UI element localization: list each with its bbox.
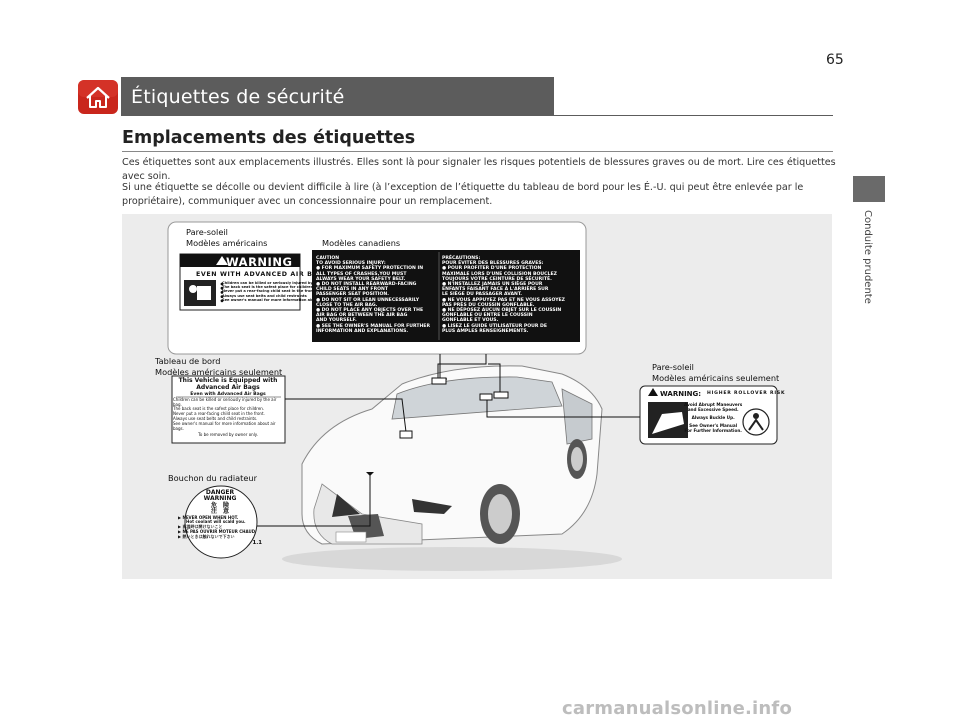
- canadian-label-french: PRÉCAUTIONS: POUR ÉVITER DES BLESSURES GRAVES: ● POUR PROFITER D'UNE PROTECTION MAXIMALE LORS D'UNE COLLISION BOUCLEZ TOUJOURS VOTRE CEINTURE DE SÉCURITÉ. ● N'INSTALLEZ JAMAIS UN SIÈGE POUR ENFANTS FAISANT FACE À L'ARRIÈRE SUR LE SIÈGE DU PASSAGER AVANT. ● NE VOUS APPUYEZ PAS ET NE VOUS ASSOYEZ PAS PRÈS DU COUSSIN GONFLABLE. ● NE DÉPOSEZ AUCUN OBJET SUR LE COUSSIN GONFLABLE OU ENTRE LE COUSSIN GONFLABLE ET VOUS. ● LISEZ LE GUIDE UTILISATEUR POUR DE PLUS AMPLES RENSEIGNEMENTS.: [442, 256, 566, 334]
- label-canadian-models: Modèles canadiens: [322, 238, 401, 248]
- label-sunvisor-rollover: Pare-soleil: [652, 362, 694, 372]
- replacement-paragraph: Si une étiquette se décolle ou devient difficile à lire (à l’exception de l’étiquette du tableau de bord pour les É.-U. qui peut être enlevée par le propriétaire), communiquer avec un concessionnaire pour un remplacement.: [122, 182, 804, 207]
- section-rule: [122, 151, 833, 152]
- intro-paragraph: Ces étiquettes sont aux emplacements illustrés. Elles sont là pour signaler les risques potentiels de blessures graves ou de mort. Lire ces étiquettes avec soin.: [122, 157, 836, 182]
- label-sunvisor-us: Pare-soleil: [186, 227, 228, 237]
- home-button[interactable]: [77, 79, 119, 115]
- title-rule: [121, 115, 833, 116]
- rollover-risk-title: HIGHER ROLLOVER RISK: [707, 391, 786, 396]
- us-warning-lines: Children can be killed or seriously injured by the air bag The back seat is the safest place for children Never put a rear-facing child seat in the front Always use seat belts and child restraints See owner's manual for more information about air bags: [222, 281, 338, 302]
- label-sunvisor-rollover-us-only: Modèles américains seulement: [652, 373, 780, 383]
- section-title: Emplacements des étiquettes: [122, 128, 416, 148]
- canadian-label-english: CAUTION TO AVOID SERIOUS INJURY: ● FOR MAXIMUM SAFETY PROTECTION IN ALL TYPES OF CRASHES,YOU MUST ALWAYS WEAR YOUR SAFETY BELT. ● DO NOT INSTALL REARWARD-FACING CHILD SEATS IN ANY FRONT PASSENGER SEAT POSITION. ● DO NOT SIT OR LEAN UNNECESSARILY CLOSE TO THE AIR BAG. ● DO NOT PLACE ANY OBJECTS OVER THE AIR BAG OR BETWEEN THE AIR BAG AND YOURSELF. ● SEE THE OWNER'S MANUAL FOR FURTHER INFORMATION AND EXPLANATIONS.: [316, 256, 430, 334]
- chapter-tab[interactable]: [853, 176, 885, 202]
- us-warning-title: WARNING: [226, 255, 293, 269]
- label-us-models: Modèles américains: [186, 238, 268, 248]
- rollover-warning-head: WARNING:: [660, 390, 702, 398]
- car-illustration: [282, 366, 622, 571]
- label-dashboard: Tableau de bord: [155, 356, 221, 366]
- radiator-cap-label: DANGER WARNING 危 険 注 意 ▶ NEVER OPEN WHEN HOT. Hot coolant will scald you. ▶ 高温時は開けないこと ▶ NE PAS OUVRIR MOTEUR CHAUD ▶ 熱いときは触れないで下さい 1.1: [178, 489, 262, 546]
- dashboard-label: This Vehicle is Equipped with Advanced Air Bags Even with Advanced Air Bags Children can be killed or seriously injured by the air bag. The back seat is the safest place for children. Never put a rear-facing child seat in the front. Always use seat belts and child restraints. See owner's manual for more information about air bags. To be removed by owner only.: [173, 377, 278, 438]
- home-icon: [77, 79, 119, 115]
- page-number: 65: [826, 52, 844, 68]
- rollover-lines: Avoid Abrupt Maneuvers and Excessive Speed. Always Buckle Up. See Owner's Manual For Further Information.: [684, 402, 743, 433]
- label-radiator-cap: Bouchon du radiateur: [168, 473, 257, 483]
- label-dashboard-us-only: Modèles américains seulement: [155, 367, 283, 377]
- watermark: carmanualsonline.info: [562, 698, 793, 719]
- page-title: Étiquettes de sécurité: [131, 86, 345, 108]
- chapter-label: Conduite prudente: [862, 210, 873, 304]
- us-warning-subtitle: EVEN WITH ADVANCED AIR BAGS: [196, 271, 329, 278]
